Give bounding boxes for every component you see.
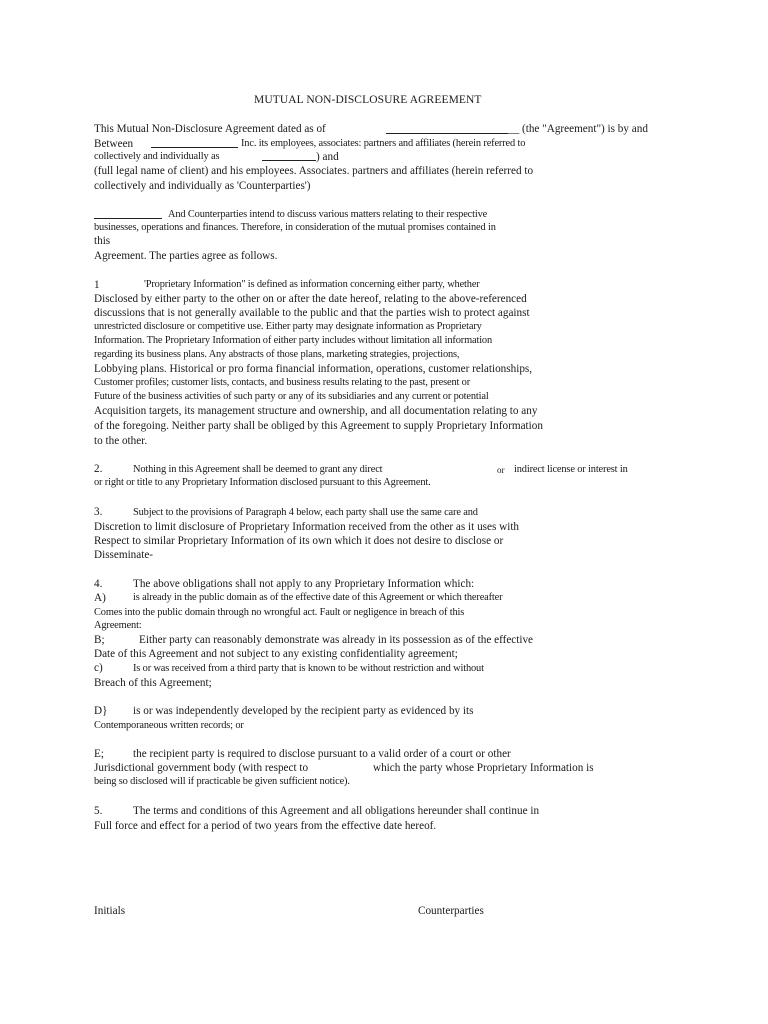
s4-a-label: A) (94, 592, 106, 604)
s4-e-label: E; (94, 748, 104, 760)
s1-line: discussions that is not generally available to the public and that the parties wish to protect against (94, 307, 530, 319)
s4-c-line-1: Is or was received from a third party that is known to be without restriction and without (133, 663, 484, 674)
s2-line-1b: or (497, 465, 505, 475)
preamble-line-3a: collectively and individually as (94, 151, 220, 162)
preamble-line-5: collectively and individually as 'Counterparties') (94, 180, 311, 192)
s4-number: 4. (94, 578, 103, 590)
recital-line-2: businesses, operations and finances. Therefore, in consideration of the mutual promises contained in (94, 222, 496, 233)
s4-a-line-2: Comes into the public domain through no wrongful act. Fault or negligence in breach of this (94, 607, 465, 618)
s1-line: unrestricted disclosure or competitive use. Either party may designate information as Proprietary (94, 321, 482, 332)
s4-a-line-3: Agreement: (94, 620, 142, 631)
s1-line: Acquisition targets, its management structure and ownership, and all documentation relating to any (94, 405, 538, 417)
s3-line-3: Respect to similar Proprietary Information of its own which it does not desire to disclose or (94, 535, 504, 547)
recital-line-3: this (94, 235, 111, 247)
s1-line: regarding its business plans. Any abstracts of those plans, marketing strategies, projections, (94, 349, 460, 360)
s4-intro: The above obligations shall not apply to any Proprietary Information which: (133, 578, 475, 590)
s1-line: to the other. (94, 435, 148, 447)
s1-line: Lobbying plans. Historical or pro forma financial information, operations, customer relationships, (94, 363, 533, 375)
s2-line-1a: Nothing in this Agreement shall be deemed to grant any direct (133, 464, 383, 475)
counterparties-label: Counterparties (418, 905, 484, 917)
recital-line-4: Agreement. The parties agree as follows. (94, 250, 278, 262)
s5-line-2: Full force and effect for a period of two years from the effective date hereof. (94, 820, 437, 832)
preamble-line-1b: __ (the "Agreement") is by and (508, 123, 648, 135)
s2-number: 2. (94, 463, 103, 475)
s5-number: 5. (94, 805, 103, 817)
recital-blank (94, 207, 162, 219)
s1-line: Future of the business activities of such party or any of its subsidiaries and any current or potential (94, 391, 489, 402)
s1-line: Information. The Proprietary Information of either party includes without limitation all information (94, 335, 493, 346)
s3-number: 3. (94, 506, 103, 518)
s4-d-label: D} (94, 705, 108, 717)
s4-b-label: B; (94, 634, 105, 646)
initials-label: Initials (94, 905, 126, 917)
date-blank (386, 122, 508, 134)
s4-b-line-1: Either party can reasonably demonstrate was already in its possession as of the effective (139, 634, 534, 646)
s4-d-line-1: is or was independently developed by the recipient party as evidenced by its (133, 705, 474, 717)
company-blank (151, 136, 238, 148)
s4-c-line-2: Breach of this Agreement; (94, 677, 212, 689)
s4-e-line-3: being so disclosed will if practicable be given sufficient notice). (94, 776, 350, 787)
s2-line-1c: indirect license or interest in (514, 464, 628, 475)
party-blank (262, 149, 316, 161)
s4-c-label: c) (94, 662, 103, 674)
s1-line: 'Proprietary Information" is defined as information concerning either party, whether (144, 279, 480, 290)
s4-e-line-2a: Jurisdictional government body (with respect to (94, 762, 309, 774)
s3-line-2: Discretion to limit disclosure of Proprietary Information received from the other as it uses with (94, 521, 520, 533)
preamble-line-3b: ) and (316, 151, 339, 163)
preamble-line-4: (full legal name of client) and his employees. Associates. partners and affiliates (herein referred to (94, 165, 534, 177)
s1-number: 1 (94, 279, 100, 291)
s1-line: Disclosed by either party to the other on or after the date hereof, relating to the above-referenced (94, 293, 527, 305)
s5-line-1: The terms and conditions of this Agreement and all obligations hereunder shall continue in (133, 805, 540, 817)
preamble-line-2a: Between (94, 138, 134, 150)
s4-d-line-2: Contemporaneous written records; or (94, 720, 244, 731)
preamble-line-2b: Inc. its employees, associates: partners and affiliates (herein referred to (241, 138, 526, 149)
s1-line: Customer profiles; customer lists, contacts, and business results relating to the past, present or (94, 377, 471, 388)
s3-line-4: Disseminate- (94, 549, 154, 561)
s2-line-2: or right or title to any Proprietary Information disclosed pursuant to this Agreement. (94, 477, 431, 488)
s4-a-line-1: is already in the public domain as of the effective date of this Agreement or which thereafter (133, 592, 503, 603)
s1-line: of the foregoing. Neither party shall be obliged by this Agreement to supply Proprietary Information (94, 420, 543, 432)
preamble-line-1a: This Mutual Non-Disclosure Agreement dated as of (94, 123, 326, 135)
s4-e-line-1: the recipient party is required to disclose pursuant to a valid order of a court or other (133, 748, 511, 760)
document-title: MUTUAL NON-DISCLOSURE AGREEMENT (254, 94, 482, 106)
recital-line-1: And Counterparties intend to discuss various matters relating to their respective (168, 209, 488, 220)
s4-e-line-2b: which the party whose Proprietary Information is (373, 762, 594, 774)
s4-b-line-2: Date of this Agreement and not subject to any existing confidentiality agreement; (94, 648, 458, 660)
s3-line-1: Subject to the provisions of Paragraph 4 below, each party shall use the same care and (133, 507, 478, 518)
